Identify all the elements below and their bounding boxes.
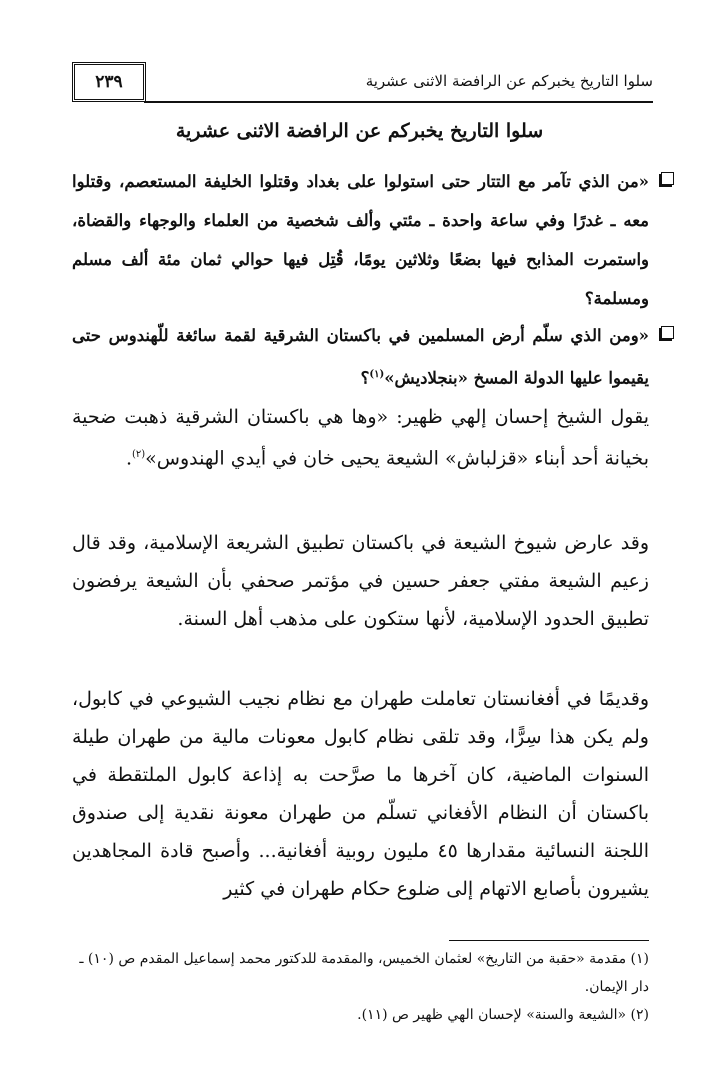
section-title: سلوا التاريخ يخبركم عن الرافضة الاثنى عشرية <box>175 120 544 142</box>
header-rule <box>144 101 653 103</box>
footnote-ref: (٢) <box>131 449 146 460</box>
checkbox-bullet-icon <box>661 326 674 339</box>
footnotes <box>72 945 649 1029</box>
question-text: «ومن الذي سلّم أرض المسلمين في باكستان الشرقية لقمة سائغة للّهندوس حتى يقيموا عليها الدولة المسخ «بنجلاديش» <box>72 326 649 388</box>
checkbox-bullet-icon <box>661 172 674 185</box>
paragraph-text: يقول الشيخ إحسان إلهي ظهير: «وها هي باكستان الشرقية ذهبت ضحية بخيانة أحد أبناء «قزلباش» الشيعة يحيى خان في أيدي الهندوس» <box>72 406 649 470</box>
running-header <box>72 62 653 106</box>
paragraph: وقد عارض شيوخ الشيعة في باكستان تطبيق الشريعة الإسلامية، وقد قال زعيم الشيعة مفتي جعفر حسين في مؤتمر صحفي بأن الشيعة يرفضون تطبيق الحدود الإسلامية، لأنها ستكون على مذهب أهل السنة. <box>72 532 649 630</box>
footnote: (٢) «الشيعة والسنة» لإحسان الهي ظهير ص (١١). <box>357 1007 649 1023</box>
running-title: سلوا التاريخ يخبركم عن الرافضة الاثنى عشرية <box>365 72 653 90</box>
paragraph: وقديمًا في أفغانستان تعاملت طهران مع نظام نجيب الشيوعي في كابول، ولم يكن هذا سِرًّا، وقد تلقى نظام كابول معونات مالية من طهران طيلة السنوات الماضية، كان آخرها ما صرَّحت به إذاعة كابول الملتقطة في باكستان أن النظام الأفغاني تسلّم من طهران معونة نقدية إلى صندوق اللجنة النسائية مقدارها ٤٥ مليون روبية أفغانية... وأصبح قادة المجاهدين يشيرون بأصابع الاتهام إلى ضلوع حكام طهران في كثير <box>72 688 649 900</box>
question-end: ؟ <box>360 368 370 388</box>
question-text: «من الذي تآمر مع التتار حتى استولوا على بغداد وقتلوا الخليفة المستعصم، وقتلوا معه ـ غدرًا وفي ساعة واحدة ـ مئتي وألف شخصية من العلماء والوجهاء والقضاة، واستمرت المذابح فيها بضعًا وثلاثين يومًا، قُتِل فيها حوالي ثمان مئة ألف مسلم ومسلمة؟ <box>72 172 649 308</box>
paragraph-end: . <box>125 447 132 470</box>
footnote-rule <box>449 940 649 941</box>
page-number-box <box>72 62 146 102</box>
question-item <box>72 316 649 398</box>
footnote-ref: (١) <box>369 369 385 380</box>
footnote: (١) مقدمة «حقبة من التاريخ» لعثمان الخميس، والمقدمة للدكتور محمد إسماعيل المقدم ص (١٠) ـ دار الإيمان. <box>79 951 649 995</box>
page-number: ٢٣٩ <box>95 72 123 92</box>
paragraph <box>72 398 649 477</box>
question-item <box>72 162 649 318</box>
